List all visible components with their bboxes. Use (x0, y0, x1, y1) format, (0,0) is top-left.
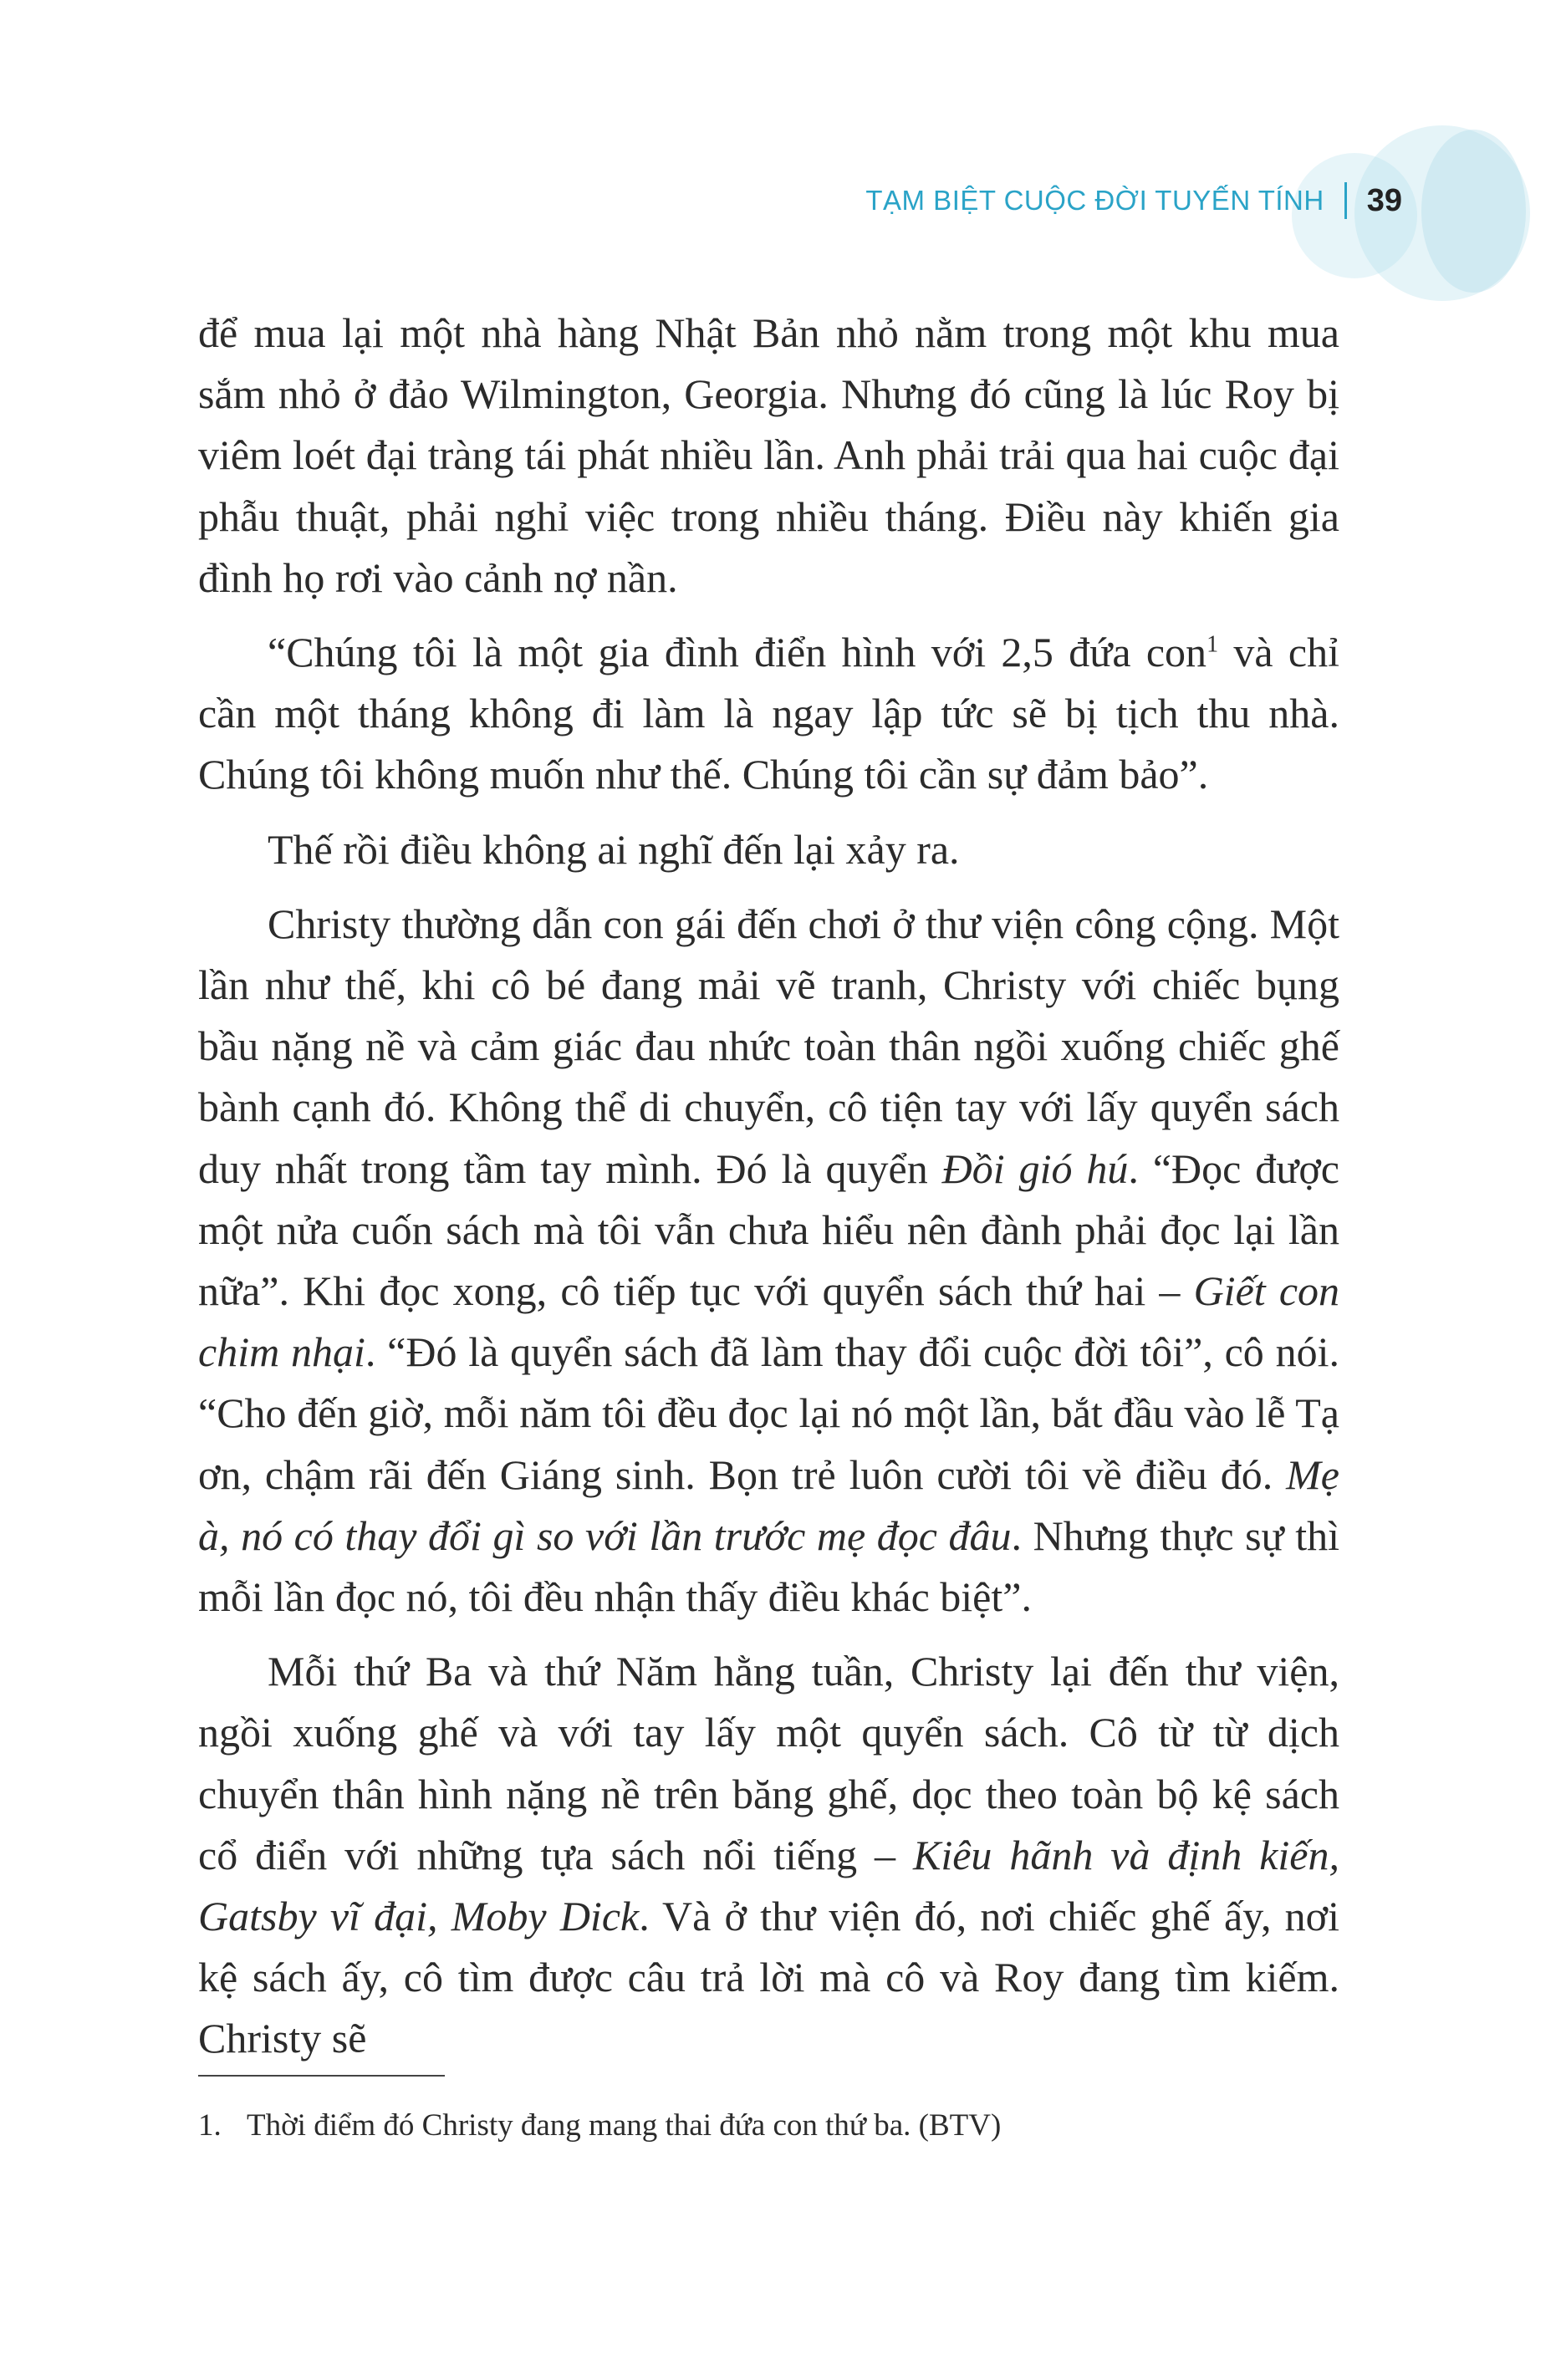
footnote-text: Thời điểm đó Christy đang mang thai đứa con thứ ba. (BTV) (247, 2108, 1002, 2143)
paragraph: Mỗi thứ Ba và thứ Năm hằng tuần, Christy lại đến thư viện, ngồi xuống ghế và với tay lấy một quyển sách. Cô từ từ dịch chuyển thân hình nặng nề trên băng ghế, dọc theo toàn bộ kệ sách cổ điển với những tựa sách nổi tiếng – Kiêu hãnh và định kiến, Gatsby vĩ đại, Moby Dick. Và ở thư viện đó, nơi chiếc ghế ấy, nơi kệ sách ấy, cô tìm được câu trả lời mà cô và Roy đang tìm kiếm. Christy sẽ (198, 1648, 1339, 2062)
paragraph: để mua lại một nhà hàng Nhật Bản nhỏ nằm trong một khu mua sắm nhỏ ở đảo Wilmington, Georgia. Nhưng đó cũng là lúc Roy bị viêm loét đại tràng tái phát nhiều lần. Anh phải trải qua hai cuộc đại phẫu thuật, phải nghỉ việc trong nhiều tháng. Điều này khiến gia đình họ rơi vào cảnh nợ nần. (198, 309, 1339, 601)
book-title: Giết con chim nhại (198, 1267, 1340, 1376)
page-number: 39 (1366, 182, 1402, 218)
footnote-reference[interactable]: 1 (1206, 631, 1219, 658)
book-titles: Kiêu hãnh và định kiến, Gatsby vĩ đại, Moby Dick (198, 1831, 1339, 1940)
running-title: TẠM BIỆT CUỘC ĐỜI TUYẾN TÍNH (865, 185, 1324, 216)
footnote (198, 2105, 1339, 2147)
paragraph: “Chúng tôi là một gia đình điển hình với 2,5 đứa con$^1$ và chỉ cần một tháng không đi làm là ngay lập tức sẽ bị tịch thu nhà. Chúng tôi không muốn như thế. Chúng tôi cần sự đảm bảo”. (198, 629, 1339, 798)
paragraph: Christy thường dẫn con gái đến chơi ở thư viện công cộng. Một lần như thế, khi cô bé đang mải vẽ tranh, Christy với chiếc bụng bầu nặng nề và cảm giác đau nhức toàn thân ngồi xuống chiếc ghế bành cạnh đó. Không thể di chuyển, cô tiện tay với lấy quyển sách duy nhất trong tầm tay mình. Đó là quyển Đồi gió hú. “Đọc được một nửa cuốn sách mà tôi vẫn chưa hiểu nên đành phải đọc lại lần nữa”. Khi đọc xong, cô tiếp tục với quyển sách thứ hai – Giết con chim nhại. “Đó là quyển sách đã làm thay đổi cuộc đời tôi”, cô nói. “Cho đến giờ, mỗi năm tôi đều đọc lại nó một lần, bắt đầu vào lễ Tạ ơn, chậm rãi đến Giáng sinh. Bọn trẻ luôn cười tôi về điều đó. Mẹ à, nó có thay đổi gì so với lần trước mẹ đọc đâu. Nhưng thực sự thì mỗi lần đọc nó, tôi đều nhận thấy điều khác biệt”. (198, 900, 1340, 1621)
footnote-number: 1. (198, 2108, 222, 2143)
book-title: Đồi gió hú (941, 1144, 1129, 1192)
running-header (865, 182, 1402, 219)
header-separator (1344, 182, 1347, 219)
body-text (198, 303, 1339, 2083)
footnote-divider (198, 2075, 445, 2077)
paragraph: Thế rồi điều không ai nghĩ đến lại xảy ra. (268, 825, 960, 873)
italic-quote: Mẹ à, nó có thay đổi gì so với lần trước mẹ đọc đâu (198, 1450, 1339, 1559)
decorative-circle (1421, 130, 1526, 293)
